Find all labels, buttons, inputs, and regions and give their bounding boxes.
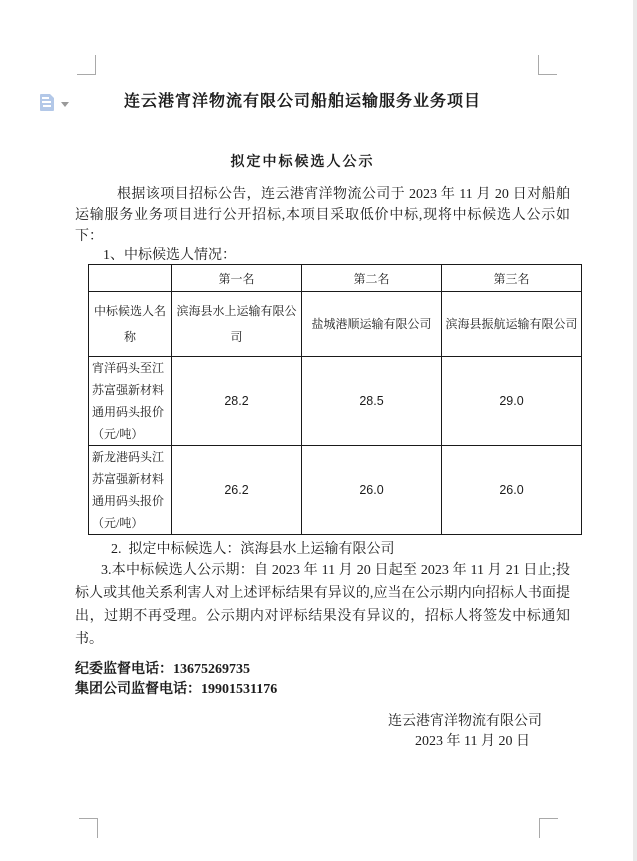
document-content	[75, 0, 578, 752]
paste-options-button[interactable]	[40, 94, 70, 114]
xinlonggang-price-2: 26.0	[302, 446, 442, 535]
table-header-rank-2: 第二名	[302, 265, 442, 292]
page-edge-strip	[633, 0, 637, 861]
text-boundary-mark-bottom-left	[79, 818, 98, 838]
paste-document-icon	[40, 94, 54, 111]
document-subtitle: 拟定中标候选人公示	[230, 155, 375, 170]
document-title: 连云港宵洋物流有限公司船舶运输服务业务项目	[123, 93, 481, 110]
candidate-1-name: 滨海县水上运输有限公司	[172, 292, 302, 357]
table-header-rank-1: 第一名	[172, 265, 302, 292]
xinlonggang-price-3: 26.0	[442, 446, 582, 535]
bid-candidates-table	[88, 264, 582, 535]
candidate-2-name: 盐城港顺运输有限公司	[302, 292, 442, 357]
table-row-price-xinlonggang	[89, 446, 582, 535]
chevron-down-icon[interactable]	[61, 102, 69, 107]
list-item-1: 1、中标候选人情况：	[103, 248, 236, 263]
intro-paragraph: 根据该项目招标公告，连云港宵洋物流公司于 2023 年 11 月 20 日对船舶运输服务业务项目进行公开招标,本项目采取低价中标,现将中标候选人公示如下：	[75, 187, 570, 244]
table-header-row	[89, 265, 582, 292]
list-item-3: 3.本中标候选人公示期：自 2023 年 11 月 20 日起至 2023 年 11 月 21 日止;投标人或其他关系利害人对上述评标结果有异议的,应当在公示期内向招标人书面提出，过期不再受理。公示期内对评标结果没有异议的，招标人将签发中标通知书。	[75, 563, 570, 647]
supervision-phone-group: 集团公司监督电话：19901531176	[75, 682, 278, 697]
signature-company: 连云港宵洋物流有限公司	[388, 714, 542, 729]
table-header-empty	[89, 265, 172, 292]
row-label-xinlonggang-price: 新龙港码头江苏富强新材料通用码头报价（元/吨）	[89, 446, 172, 535]
xiaoyang-price-3: 29.0	[442, 357, 582, 446]
text-boundary-mark-bottom-right	[539, 818, 558, 838]
xiaoyang-price-1: 28.2	[172, 357, 302, 446]
table-row-candidate-names	[89, 292, 582, 357]
supervision-phone-jiwei: 纪委监督电话：13675269735	[75, 662, 250, 677]
row-label-xiaoyang-price: 宵洋码头至江苏富强新材料通用码头报价（元/吨）	[89, 357, 172, 446]
candidate-3-name: 滨海县振航运输有限公司	[442, 292, 582, 357]
signature-date: 2023 年 11 月 20 日	[415, 734, 530, 749]
table-row-price-xiaoyang	[89, 357, 582, 446]
table-header-rank-3: 第三名	[442, 265, 582, 292]
row-label-candidate-name: 中标候选人名称	[89, 292, 172, 357]
xiaoyang-price-2: 28.5	[302, 357, 442, 446]
heading-block	[75, 90, 570, 174]
folded-corner	[49, 93, 55, 99]
list-item-2: 2. 拟定中标候选人：滨海县水上运输有限公司	[111, 542, 395, 557]
xinlonggang-price-1: 26.2	[172, 446, 302, 535]
